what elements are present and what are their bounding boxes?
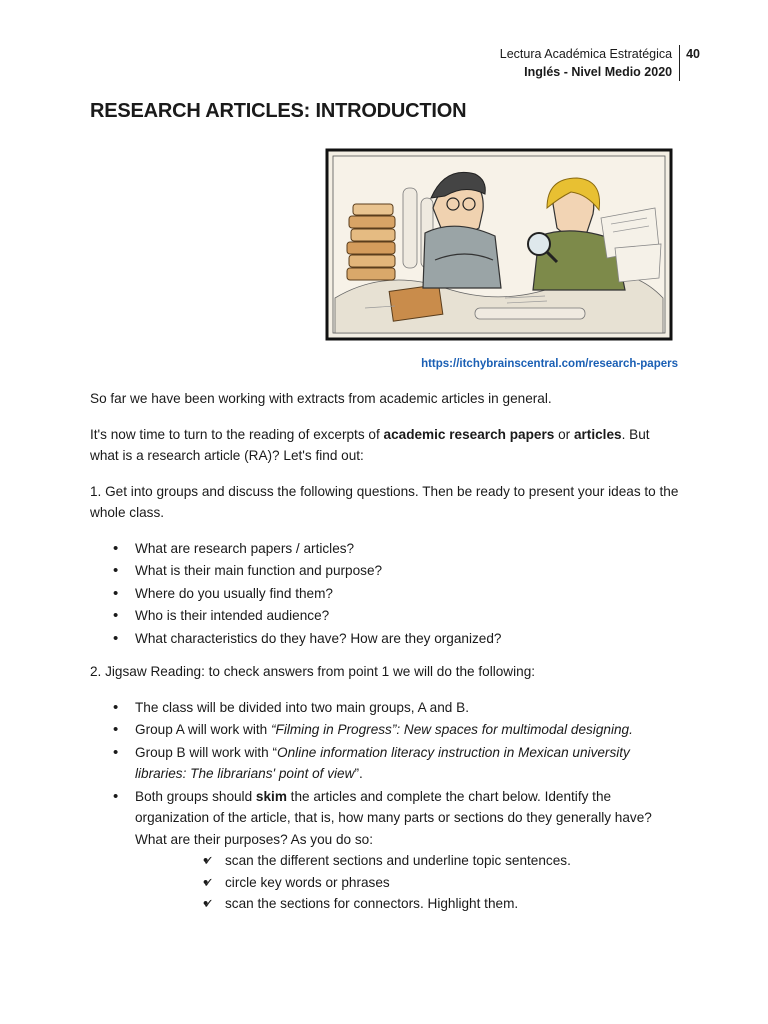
step-text: ”. [354,766,363,781]
list-item [135,742,680,785]
intro-text: or [554,426,574,442]
skim-term: skim [255,788,287,804]
checklist-text: scan the sections for connectors. Highlight them. [225,896,519,911]
course-title: Lectura Académica Estratégica [499,47,673,61]
checkmark-icon: • ✓ [203,896,214,911]
checklist [135,850,680,915]
page-header [500,45,700,81]
checklist-item [203,872,680,894]
checklist-text: scan the different sections and underline topic sentences. [225,853,571,868]
course-level: Inglés - Nivel Medio 2020 [524,65,673,79]
article-title-a: “Filming in Progress”: New spaces for multimodal designing. [270,722,633,737]
list-item: • The class will be divided into two main groups, A and B. [135,697,680,719]
research-cartoon-illustration [325,148,673,341]
intro-bold-term: articles [573,426,622,442]
list-item: • Where do you usually find them? [135,583,680,605]
page-title: RESEARCH ARTICLES: INTRODUCTION [90,100,467,122]
checkmark-icon: • ✓ [203,853,214,868]
task1-instruction: 1. Get into groups and discuss the following questions. Then be ready to present your ideas to the whole class. [90,483,679,520]
task2-steps-list [90,697,680,915]
list-item: • Who is their intended audience? [135,605,680,627]
checkmark-icon: • ✓ [203,874,214,890]
list-item: • What is their main function and purpose? [135,560,680,582]
main-content [90,388,680,927]
checklist-item [203,850,680,872]
checklist-item [203,893,680,915]
task1-question-list [90,538,680,650]
header-text [500,45,680,81]
image-source-link[interactable]: https://itchybrainscentral.com/research-papers [421,358,678,370]
intro-paragraph-2 [90,424,680,467]
article-title-b: Online information literacy instruction in Mexican university libraries: The librarians' point of view [135,744,630,781]
list-item: • What are research papers / articles? [135,538,680,560]
step-text: the articles and complete the chart below. Identify the organization of the article, that is, how many parts or sections do they generally have? What are their purposes? As you do so: [135,788,652,847]
intro-text: It's now time to turn to the reading of excerpts of [90,426,384,442]
page-number: 40 [686,47,700,61]
step-text: Group A will work with [135,722,271,737]
step-text: Both groups should [135,788,256,804]
list-item: • What characteristics do they have? How are they organized? [135,628,680,650]
step-text: Group B will work with “ [135,744,278,760]
task2-instruction: 2. Jigsaw Reading: to check answers from point 1 we will do the following: [90,664,536,679]
intro-bold-term: academic research papers [383,426,555,442]
intro-paragraph-1: So far we have been working with extracts from academic articles in general. [90,391,552,406]
list-item [135,786,680,915]
intro-text: . But what is a research article (RA)? Let's find out: [90,426,650,463]
list-item [135,719,680,741]
checklist-text: circle key words or phrases [225,874,390,890]
